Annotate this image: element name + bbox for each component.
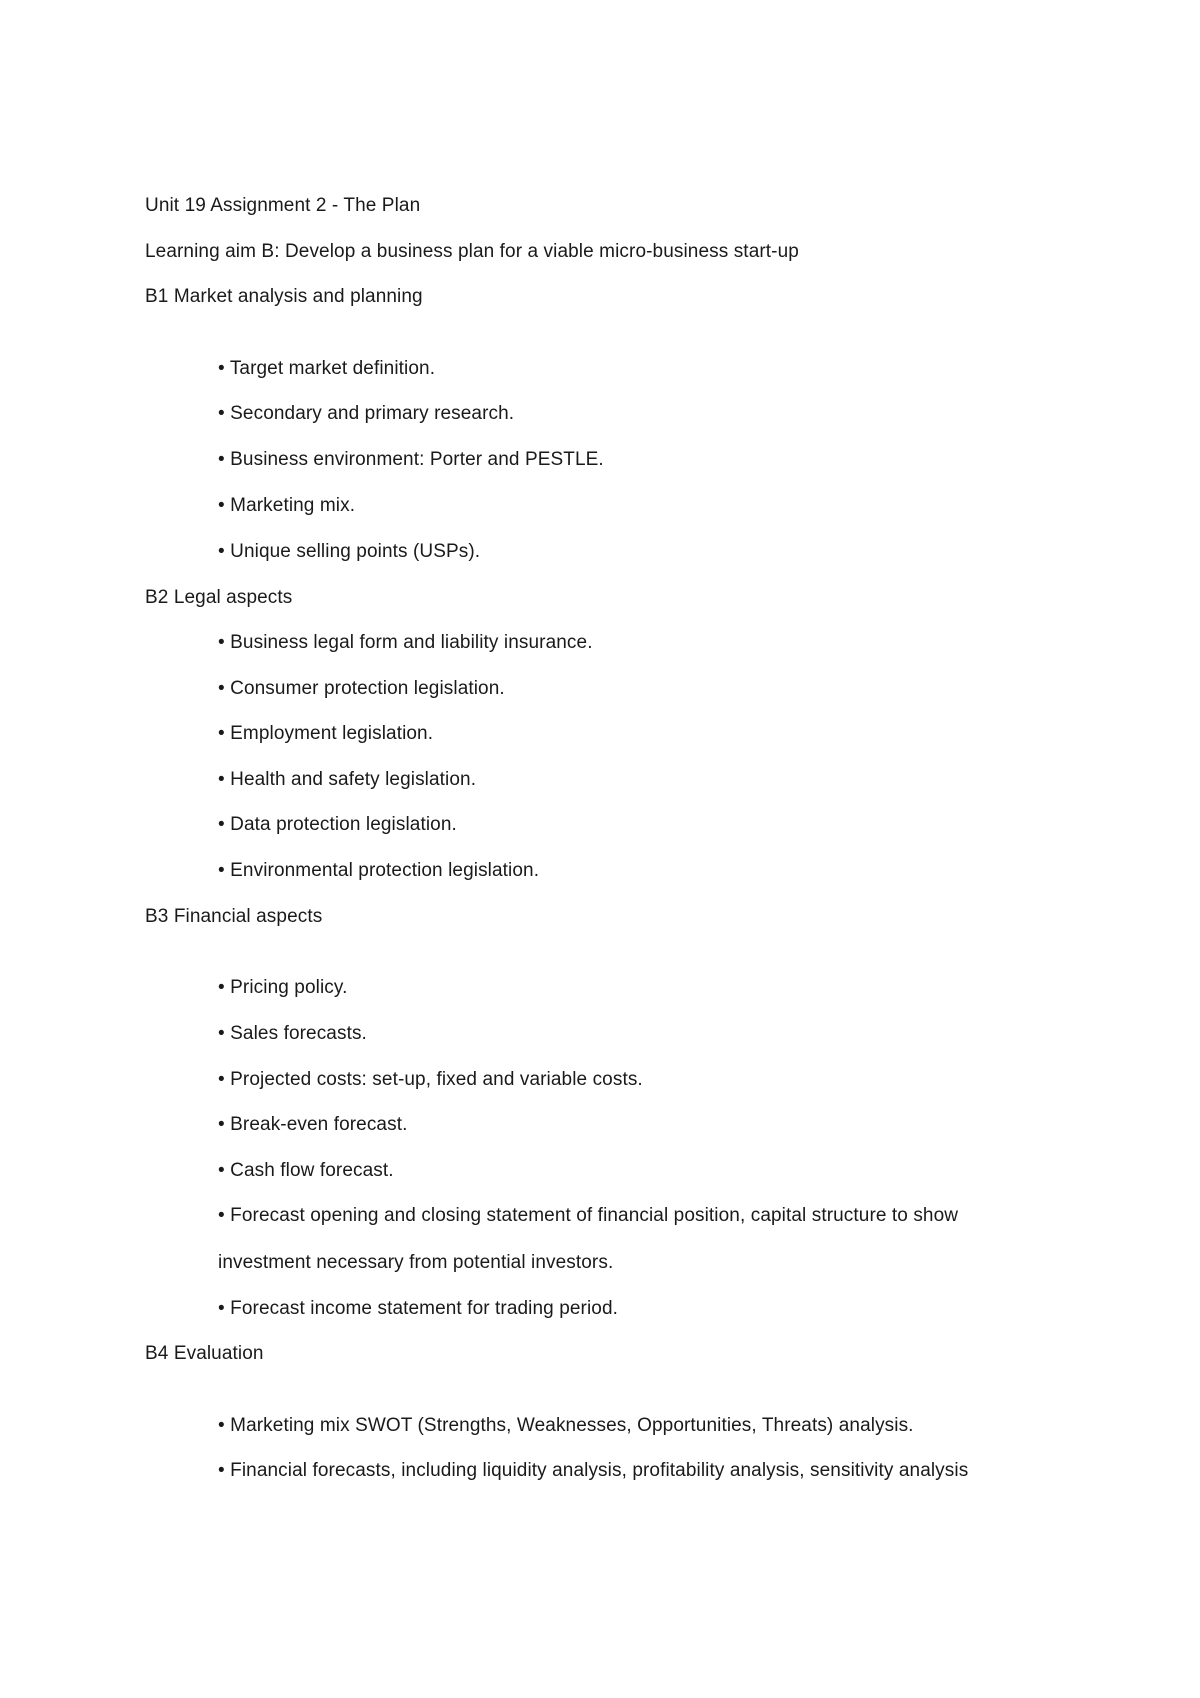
bullet-icon: • bbox=[218, 495, 225, 516]
list-item: • Health and safety legislation. bbox=[218, 769, 477, 790]
list-item: • Unique selling points (USPs). bbox=[218, 541, 481, 562]
bullet-icon: • bbox=[218, 1023, 225, 1044]
section-heading-b4: B4 Evaluation bbox=[145, 1343, 264, 1364]
bullet-icon: • bbox=[218, 403, 225, 424]
list-item: • Business legal form and liability insurance. bbox=[218, 632, 593, 653]
bullet-icon: • bbox=[218, 541, 225, 562]
list-item: • Target market definition. bbox=[218, 358, 436, 379]
list-item: • Forecast opening and closing statement of financial position, capital structure to show bbox=[218, 1205, 959, 1226]
list-item: • Sales forecasts. bbox=[218, 1023, 367, 1044]
bullet-icon: • bbox=[218, 769, 225, 790]
list-item: • Break-even forecast. bbox=[218, 1114, 408, 1135]
document-title: Unit 19 Assignment 2 - The Plan bbox=[145, 195, 421, 216]
bullet-icon: • bbox=[218, 1415, 225, 1436]
bullet-icon: • bbox=[218, 977, 225, 998]
list-item: • Forecast income statement for trading period. bbox=[218, 1298, 619, 1319]
list-item: • Pricing policy. bbox=[218, 977, 348, 998]
list-item: • Environmental protection legislation. bbox=[218, 860, 540, 881]
bullet-icon: • bbox=[218, 632, 225, 653]
bullet-icon: • bbox=[218, 1298, 225, 1319]
list-item: • Financial forecasts, including liquidity analysis, profitability analysis, sensitivity analysis bbox=[218, 1460, 969, 1481]
bullet-icon: • bbox=[218, 1205, 225, 1226]
bullet-icon: • bbox=[218, 723, 225, 744]
bullet-icon: • bbox=[218, 1460, 225, 1481]
bullet-icon: • bbox=[218, 814, 225, 835]
bullet-icon: • bbox=[218, 678, 225, 699]
list-item: • Marketing mix SWOT (Strengths, Weaknesses, Opportunities, Threats) analysis. bbox=[218, 1415, 914, 1436]
learning-aim: Learning aim B: Develop a business plan for a viable micro-business start-up bbox=[145, 241, 799, 262]
bullet-icon: • bbox=[218, 1069, 225, 1090]
list-item: • Data protection legislation. bbox=[218, 814, 457, 835]
list-item: • Cash flow forecast. bbox=[218, 1160, 394, 1181]
list-item-continuation: investment necessary from potential investors. bbox=[218, 1252, 614, 1273]
list-item: • Employment legislation. bbox=[218, 723, 434, 744]
section-heading-b3: B3 Financial aspects bbox=[145, 906, 323, 927]
list-item: • Marketing mix. bbox=[218, 495, 356, 516]
list-item: • Projected costs: set-up, fixed and variable costs. bbox=[218, 1069, 643, 1090]
bullet-icon: • bbox=[218, 1114, 225, 1135]
bullet-icon: • bbox=[218, 449, 225, 470]
bullet-icon: • bbox=[218, 358, 225, 379]
bullet-icon: • bbox=[218, 1160, 225, 1181]
list-item: • Business environment: Porter and PESTLE. bbox=[218, 449, 604, 470]
bullet-icon: • bbox=[218, 860, 225, 881]
section-heading-b1: B1 Market analysis and planning bbox=[145, 286, 423, 307]
list-item: • Consumer protection legislation. bbox=[218, 678, 505, 699]
section-heading-b2: B2 Legal aspects bbox=[145, 587, 293, 608]
list-item: • Secondary and primary research. bbox=[218, 403, 515, 424]
